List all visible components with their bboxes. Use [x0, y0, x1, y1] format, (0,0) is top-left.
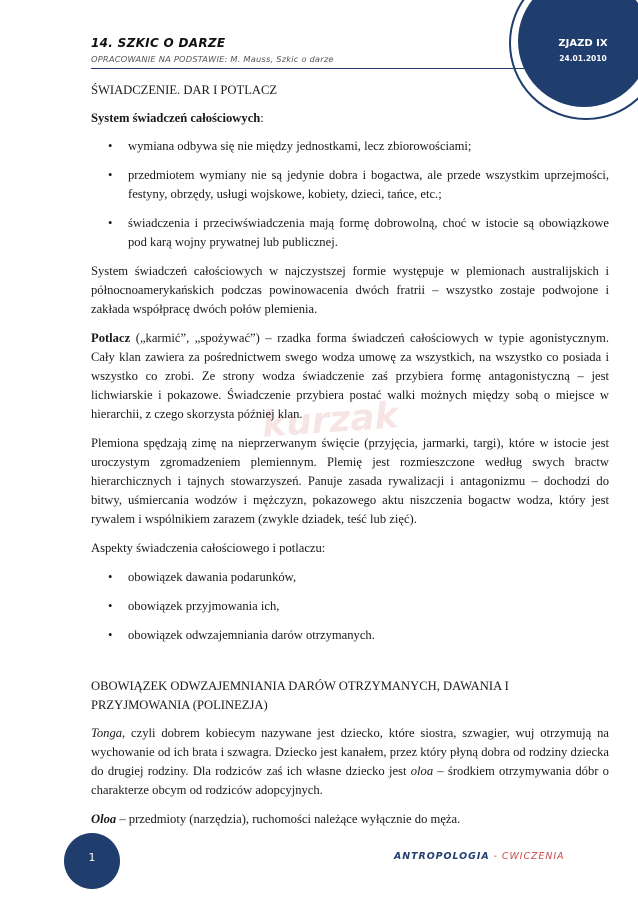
section-heading: OBOWIĄZEK ODWZAJEMNIANIA DARÓW OTRZYMANYCH, DAWANIA I PRZYJMOWANIA (POLINEZJA) [91, 679, 509, 712]
system-colon: : [260, 111, 264, 125]
bullet-icon: • [108, 599, 113, 613]
list-item-text: przedmiotem wymiany nie są jedynie dobra i bogactwa, ale przede wszystkim uprzejmości, festyny, obrzędy, usługi wojskowe, kobiety, dzieci, tańce, etc.; [128, 168, 609, 201]
list-item [91, 568, 609, 587]
paragraph-text: , czyli dobrem kobiecym nazywane jest dziecko, które siostra, szwagier, wuj otrzymują na wychowanie od ich brata i szwagra. Dziecko jest kanałem, przez który płyną dobra od rodziny dziecka do drugiej rodziny. Dla rodziców zaś ich własne dziecko jest [91, 726, 609, 778]
bullet-icon: • [108, 168, 113, 182]
course-kind: CWICZENIA [501, 851, 565, 862]
course-name: ANTROPOLOGIA [394, 851, 490, 862]
paragraph-text: – środkiem otrzymywania dóbr o charakterze obcym od rodziców adopcyjnych. [91, 764, 609, 797]
footer-course [394, 851, 565, 862]
oloa-inline-term: oloa [410, 764, 434, 778]
badge-session: ZJAZD IX [558, 38, 608, 49]
list-item-text: obowiązek odwzajemniania darów otrzymanych. [128, 628, 375, 642]
paragraph-text: – przedmioty (narzędzia), ruchomości należące wyłącznie do męża. [116, 812, 461, 826]
list-item-text: obowiązek przyjmowania ich, [128, 599, 280, 613]
list-item-text: świadczenia i przeciwświadczenia mają formę dobrowolną, choć w istocie są obowiązkowe pod karą wojny prywatnej lub publicznej. [128, 216, 609, 249]
list-item [91, 597, 609, 616]
paragraph: System świadczeń całościowych w najczystszej formie występuje w plemionach australijskich i północnoamerykańskich podczas powinowacenia dwóch fratrii – wszystko zostaje podwojone i zakłada współpracę dwóch połów plemienia. [91, 264, 609, 316]
watermark: kurzak [260, 395, 400, 446]
bullet-icon: • [108, 216, 113, 230]
paragraph [91, 329, 609, 424]
paragraph-text: („karmić”, „spożywać”) – rzadka forma świadczeń całościowych w typie agonistycznym. Cały klan zawiera za pośrednictwem swego wodza umowę za wszystkich, na wszystko co posiada i wszystko co zrobi. Ze strony wodza świadczenie zaś przybiera formę antagonistyczną – jest lichwiarskie i pokazowe. Świadczenie przybiera postać walki możnych między sobą o miejsce w hierarchii, z czego skorzysta później klan. [91, 331, 609, 421]
badge-date: 24.01.2010 [559, 54, 607, 63]
section-heading: ŚWIADCZENIE. DAR I POTLACZ [91, 83, 278, 97]
system-term: System świadczeń całościowych [91, 111, 261, 125]
tonga-term: Tonga [91, 726, 123, 740]
list-item-text: obowiązek dawania podarunków, [128, 570, 297, 584]
list-item [91, 214, 609, 252]
paragraph [91, 724, 609, 800]
bullet-icon: • [108, 570, 113, 584]
spacer [91, 655, 609, 677]
document-subtitle: OPRACOWANIE NA PODSTAWIE: M. Mauss, Szkic o darze [91, 54, 334, 64]
list-item [91, 626, 609, 645]
page-number: 1 [88, 851, 96, 864]
bullet-list [91, 568, 609, 645]
paragraph: Plemiona spędzają zimę na nieprzerwanym święcie (przyjęcia, jarmarki, targi), które w istocie jest uroczystym zgromadzeniem plemiennym. Plemię jest rozmieszczone według swych bractw hierarchicznych i tajnych stowarzyszeń. Panuje zasada rywalizacji i antagonizmu – dochodzi do bitwy, uśmiercania wodzów i mężczyzn, pokazowego aktu niszczenia bogactw wodza, który jest rywalem i wspólnikiem zarazem (zwykle dziadek, teść lub zięć). [91, 436, 609, 526]
document-body [91, 81, 609, 839]
system-heading [91, 109, 609, 128]
list-item-text: wymiana odbywa się nie między jednostkami, lecz zbiorowościami; [128, 139, 472, 153]
header-divider [91, 68, 538, 69]
document-title: 14. SZKIC O DARZE [91, 36, 226, 50]
bullet-icon: • [108, 628, 113, 642]
bullet-list [91, 137, 609, 252]
list-item [91, 137, 609, 156]
bullet-icon: • [108, 139, 113, 153]
potlacz-term: Potlacz [91, 331, 131, 345]
paragraph: Aspekty świadczenia całościowego i potlaczu: [91, 541, 326, 555]
list-item [91, 166, 609, 204]
oloa-term: Oloa [91, 812, 117, 826]
course-separator: - [489, 851, 502, 862]
paragraph [91, 810, 609, 829]
